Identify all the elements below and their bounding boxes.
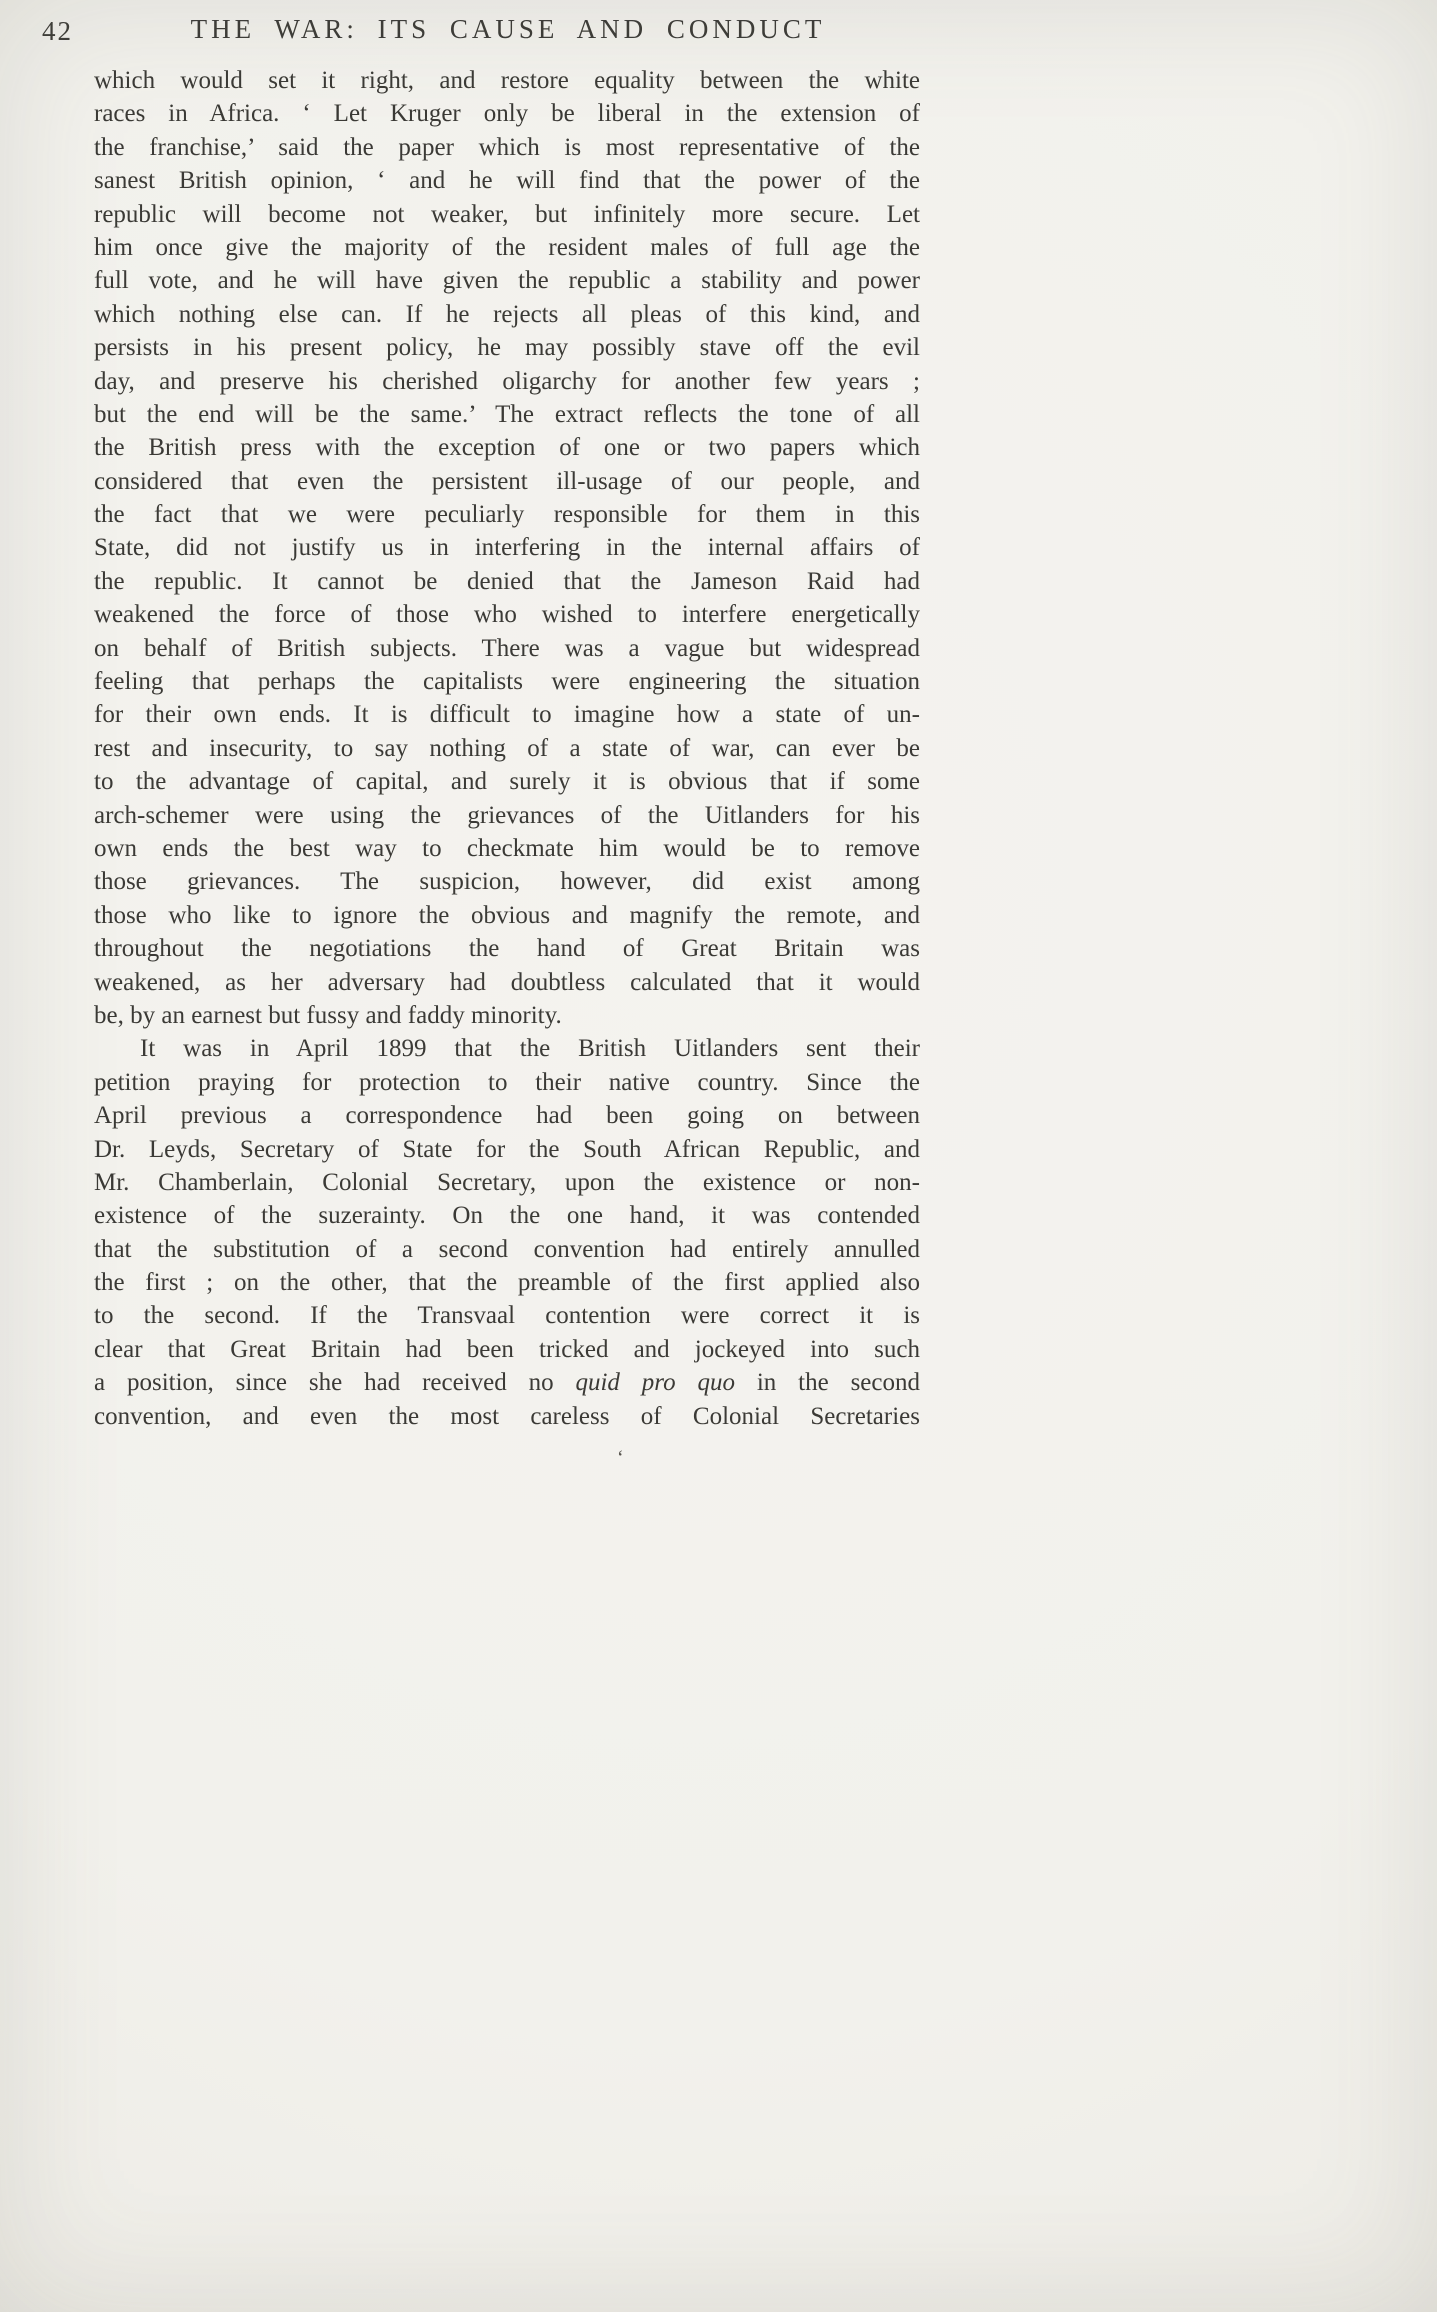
- running-title: THE WAR: ITS CAUSE AND CONDUCT: [190, 14, 826, 44]
- text-line: [94, 665, 920, 698]
- page-number: 42: [42, 16, 73, 46]
- text-segment: the fact that we were peculiarly responsible for them in this: [94, 501, 920, 529]
- text-line: [94, 498, 920, 531]
- text-segment: to the second. If the Transvaal contention were correct it is: [94, 1302, 920, 1330]
- text-line: [94, 1299, 920, 1332]
- text-line: [94, 732, 920, 765]
- text-line: [94, 298, 920, 331]
- text-line: [94, 966, 920, 999]
- text-segment: Mr. Chamberlain, Colonial Secretary, upon the existence or non-: [94, 1168, 920, 1196]
- text-segment: races in Africa. ‘ Let Kruger only be liberal in the extension of: [94, 100, 920, 128]
- text-line: [94, 1099, 920, 1132]
- text-segment: him once give the majority of the resident males of full age the: [94, 233, 920, 261]
- text-segment: be, by an earnest but fussy and faddy minority.: [94, 1001, 562, 1029]
- text-line: [94, 264, 920, 297]
- text-segment: arch-schemer were using the grievances of the Uitlanders for his: [94, 801, 920, 829]
- text-line: [94, 698, 920, 731]
- text-line: [94, 632, 920, 665]
- text-line: [94, 1333, 920, 1366]
- text-line: [94, 1366, 920, 1399]
- text-line: [94, 999, 920, 1032]
- italic-phrase: quid pro quo: [575, 1369, 735, 1397]
- text-segment: own ends the best way to checkmate him would be to remove: [94, 834, 920, 862]
- text-segment: April previous a correspondence had been going on between: [94, 1102, 920, 1130]
- text-line: [94, 1233, 920, 1266]
- text-segment: to the advantage of capital, and surely it is obvious that if some: [94, 768, 920, 796]
- text-segment: existence of the suzerainty. On the one hand, it was contended: [94, 1202, 920, 1230]
- text-line: [94, 231, 920, 264]
- text-segment: day, and preserve his cherished oligarchy for another few years ;: [94, 367, 920, 395]
- text-segment: full vote, and he will have given the republic a stability and power: [94, 267, 920, 295]
- text-segment: feeling that perhaps the capitalists were engineering the situation: [94, 668, 920, 696]
- text-line: [94, 431, 920, 464]
- text-line: [94, 97, 920, 130]
- text-segment: clear that Great Britain had been tricked and jockeyed into such: [94, 1335, 920, 1363]
- text-line: [94, 865, 920, 898]
- text-line: [94, 565, 920, 598]
- text-segment: petition praying for protection to their native country. Since the: [94, 1068, 920, 1096]
- text-segment: the franchise,’ said the paper which is most representative of the: [94, 133, 920, 161]
- text-line: [94, 799, 920, 832]
- text-line: [94, 832, 920, 865]
- text-line: [94, 1400, 920, 1433]
- text-segment: weakened the force of those who wished to interfere energetically: [94, 601, 920, 629]
- text-segment: which would set it right, and restore equality between the white: [94, 67, 920, 94]
- text-segment: Dr. Leyds, Secretary of State for the South African Republic, and: [94, 1135, 920, 1163]
- text-line: [94, 899, 920, 932]
- text-line: [94, 365, 920, 398]
- text-line: [94, 64, 920, 97]
- text-line: [94, 131, 920, 164]
- text-segment: but the end will be the same.’ The extract reflects the tone of all: [94, 400, 920, 428]
- text-segment: rest and insecurity, to say nothing of a state of war, can ever be: [94, 734, 920, 762]
- text-segment: on behalf of British subjects. There was a vague but widespread: [94, 634, 920, 662]
- text-segment: the British press with the exception of one or two papers which: [94, 434, 920, 462]
- text-segment: that the substitution of a second convention had entirely annulled: [94, 1235, 920, 1263]
- text-line: [94, 598, 920, 631]
- text-line: [94, 1066, 920, 1099]
- text-segment: a position, since she had received no: [94, 1369, 576, 1397]
- text-line: [94, 1133, 920, 1166]
- text-line: [94, 198, 920, 231]
- text-segment: the republic. It cannot be denied that the Jameson Raid had: [94, 567, 920, 595]
- text-segment: It was in April 1899 that the British Uitlanders sent their: [140, 1035, 920, 1063]
- text-line: [94, 1166, 920, 1199]
- text-line: [94, 465, 920, 498]
- text-segment: persists in his present policy, he may possibly stave off the evil: [94, 334, 920, 362]
- text-segment: in the second: [734, 1369, 920, 1397]
- text-segment: convention, and even the most careless of Colonial Secretaries: [94, 1402, 920, 1430]
- paragraph: [94, 1032, 920, 1433]
- text-segment: throughout the negotiations the hand of Great Britain was: [94, 935, 920, 963]
- text-line: [94, 531, 920, 564]
- text-line: [94, 331, 920, 364]
- text-line: [94, 398, 920, 431]
- text-segment: considered that even the persistent ill-usage of our people, and: [94, 467, 920, 495]
- text-segment: the first ; on the other, that the preamble of the first applied also: [94, 1269, 920, 1297]
- text-segment: those grievances. The suspicion, however, did exist among: [94, 868, 920, 896]
- ink-mark-artifact: ‘: [617, 1447, 624, 1469]
- text-segment: for their own ends. It is difficult to imagine how a state of un-: [94, 701, 920, 729]
- text-block: [94, 64, 920, 1433]
- text-line: [94, 1199, 920, 1232]
- text-segment: sanest British opinion, ‘ and he will find that the power of the: [94, 167, 920, 195]
- text-segment: which nothing else can. If he rejects all pleas of this kind, and: [94, 300, 920, 328]
- text-line: [94, 765, 920, 798]
- text-segment: weakened, as her adversary had doubtless calculated that it would: [94, 968, 920, 996]
- text-segment: those who like to ignore the obvious and magnify the remote, and: [94, 901, 920, 929]
- text-line: [94, 1032, 920, 1065]
- text-line: [94, 164, 920, 197]
- text-line: [94, 1266, 920, 1299]
- text-segment: republic will become not weaker, but infinitely more secure. Let: [94, 200, 920, 228]
- paragraph: [94, 64, 920, 1032]
- text-line: [94, 932, 920, 965]
- text-segment: State, did not justify us in interfering in the internal affairs of: [94, 534, 920, 562]
